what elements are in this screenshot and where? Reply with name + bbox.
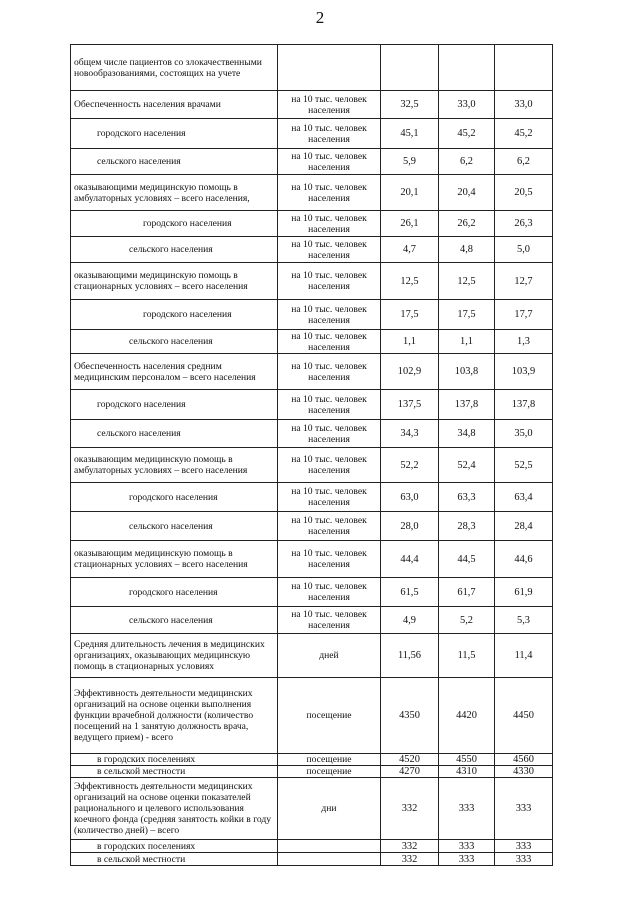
row-unit-cell: на 10 тыс. человек населения: [278, 541, 381, 578]
table-row: [71, 678, 553, 754]
row-value-3-cell: 44,6: [495, 541, 553, 578]
row-name-cell: сельского населения: [71, 237, 278, 263]
row-value-1-cell: 4350: [381, 678, 439, 754]
row-value-1-cell: 63,0: [381, 483, 439, 512]
row-value-3-cell: 4450: [495, 678, 553, 754]
row-name-cell: городского населения: [71, 390, 278, 420]
row-name-cell: Обеспеченность населения средним медицинским персоналом – всего населения: [71, 354, 278, 390]
row-name-cell: городского населения: [71, 578, 278, 607]
row-value-2-cell: 4550: [439, 754, 495, 766]
table-row: [71, 778, 553, 840]
row-value-2-cell: 34,8: [439, 420, 495, 448]
row-unit-cell: на 10 тыс. человек населения: [278, 420, 381, 448]
table-row: [71, 853, 553, 866]
row-value-2-cell: 4,8: [439, 237, 495, 263]
row-value-3-cell: 4560: [495, 754, 553, 766]
row-unit-cell: на 10 тыс. человек населения: [278, 448, 381, 483]
row-unit-cell: посещение: [278, 754, 381, 766]
table-row: [71, 149, 553, 175]
row-unit-cell: дни: [278, 778, 381, 840]
row-name-cell: Эффективность деятельности медицинских организаций на основе оценки выполнения функции врачебной должности (количество посещений на 1 занятую должность врача, ведущего прием) - всего: [71, 678, 278, 754]
row-name-cell: в сельской местности: [71, 853, 278, 866]
row-value-3-cell: 1,3: [495, 330, 553, 354]
row-name-cell: в городских поселениях: [71, 840, 278, 853]
row-value-1-cell: 26,1: [381, 211, 439, 237]
row-value-1-cell: 4,9: [381, 607, 439, 634]
row-value-2-cell: 63,3: [439, 483, 495, 512]
table-body: [71, 45, 553, 866]
row-name-cell: Эффективность деятельности медицинских организаций на основе оценки показателей рационального и целевого использования коечного фонда (средняя занятость койки в году (количество дней) – всего: [71, 778, 278, 840]
row-unit-cell: посещение: [278, 766, 381, 778]
row-value-2-cell: 28,3: [439, 512, 495, 541]
row-value-1-cell: 17,5: [381, 300, 439, 330]
row-value-2-cell: 44,5: [439, 541, 495, 578]
row-value-1-cell: 20,1: [381, 175, 439, 211]
table-row: [71, 211, 553, 237]
row-unit-cell: на 10 тыс. человек населения: [278, 119, 381, 149]
row-unit-cell: на 10 тыс. человек населения: [278, 578, 381, 607]
row-unit-cell: [278, 45, 381, 91]
row-value-3-cell: 103,9: [495, 354, 553, 390]
row-unit-cell: на 10 тыс. человек населения: [278, 149, 381, 175]
table-row: [71, 390, 553, 420]
row-value-2-cell: 45,2: [439, 119, 495, 149]
table-row: [71, 45, 553, 91]
row-value-1-cell: 5,9: [381, 149, 439, 175]
row-value-1-cell: 61,5: [381, 578, 439, 607]
row-name-cell: сельского населения: [71, 330, 278, 354]
table-row: [71, 483, 553, 512]
row-unit-cell: на 10 тыс. человек населения: [278, 91, 381, 119]
row-unit-cell: [278, 853, 381, 866]
row-name-cell: городского населения: [71, 483, 278, 512]
health-indicators-table: [70, 44, 553, 866]
row-value-3-cell: 35,0: [495, 420, 553, 448]
table-row: [71, 300, 553, 330]
row-name-cell: сельского населения: [71, 607, 278, 634]
row-value-3-cell: 61,9: [495, 578, 553, 607]
row-value-3-cell: 5,3: [495, 607, 553, 634]
row-value-3-cell: 333: [495, 853, 553, 866]
row-name-cell: городского населения: [71, 119, 278, 149]
table-row: [71, 754, 553, 766]
row-value-2-cell: 12,5: [439, 263, 495, 300]
row-value-3-cell: 28,4: [495, 512, 553, 541]
row-value-2-cell: 61,7: [439, 578, 495, 607]
row-name-cell: оказывающим медицинскую помощь в стационарных условиях – всего населения: [71, 541, 278, 578]
row-value-3-cell: 5,0: [495, 237, 553, 263]
row-name-cell: сельского населения: [71, 420, 278, 448]
row-unit-cell: на 10 тыс. человек населения: [278, 354, 381, 390]
row-value-1-cell: 4270: [381, 766, 439, 778]
row-value-1-cell: [381, 45, 439, 91]
table-row: [71, 840, 553, 853]
row-value-3-cell: 20,5: [495, 175, 553, 211]
table-row: [71, 263, 553, 300]
row-value-2-cell: 17,5: [439, 300, 495, 330]
row-name-cell: в сельской местности: [71, 766, 278, 778]
row-name-cell: городского населения: [71, 300, 278, 330]
row-value-3-cell: 333: [495, 778, 553, 840]
row-unit-cell: дней: [278, 634, 381, 678]
row-value-2-cell: 333: [439, 778, 495, 840]
row-name-cell: городского населения: [71, 211, 278, 237]
row-value-2-cell: 4310: [439, 766, 495, 778]
row-unit-cell: на 10 тыс. человек населения: [278, 483, 381, 512]
row-name-cell: сельского населения: [71, 149, 278, 175]
row-value-3-cell: 63,4: [495, 483, 553, 512]
table-row: [71, 607, 553, 634]
row-value-3-cell: 6,2: [495, 149, 553, 175]
row-value-2-cell: 6,2: [439, 149, 495, 175]
row-value-3-cell: 26,3: [495, 211, 553, 237]
row-value-1-cell: 45,1: [381, 119, 439, 149]
row-value-2-cell: 52,4: [439, 448, 495, 483]
row-value-2-cell: 1,1: [439, 330, 495, 354]
row-value-2-cell: 103,8: [439, 354, 495, 390]
row-value-3-cell: 12,7: [495, 263, 553, 300]
row-unit-cell: на 10 тыс. человек населения: [278, 607, 381, 634]
table-row: [71, 91, 553, 119]
row-unit-cell: на 10 тыс. человек населения: [278, 512, 381, 541]
row-name-cell: в городских поселениях: [71, 754, 278, 766]
row-value-1-cell: 4520: [381, 754, 439, 766]
row-value-1-cell: 34,3: [381, 420, 439, 448]
row-value-1-cell: 12,5: [381, 263, 439, 300]
row-value-1-cell: 44,4: [381, 541, 439, 578]
row-unit-cell: на 10 тыс. человек населения: [278, 237, 381, 263]
row-unit-cell: на 10 тыс. человек населения: [278, 300, 381, 330]
row-value-1-cell: 1,1: [381, 330, 439, 354]
table-row: [71, 578, 553, 607]
row-unit-cell: на 10 тыс. человек населения: [278, 175, 381, 211]
row-value-3-cell: 4330: [495, 766, 553, 778]
table-row: [71, 354, 553, 390]
row-value-3-cell: 333: [495, 840, 553, 853]
row-name-cell: сельского населения: [71, 512, 278, 541]
row-name-cell: оказывающим медицинскую помощь в амбулаторных условиях – всего населения: [71, 448, 278, 483]
row-value-1-cell: 332: [381, 853, 439, 866]
table-row: [71, 237, 553, 263]
row-value-3-cell: 33,0: [495, 91, 553, 119]
row-name-cell: оказывающими медицинскую помощь в стационарных условиях – всего населения: [71, 263, 278, 300]
row-value-1-cell: 11,56: [381, 634, 439, 678]
row-value-2-cell: 333: [439, 840, 495, 853]
row-value-1-cell: 332: [381, 840, 439, 853]
page-number: 2: [315, 8, 325, 27]
row-value-2-cell: 137,8: [439, 390, 495, 420]
table-row: [71, 634, 553, 678]
row-value-2-cell: [439, 45, 495, 91]
row-value-2-cell: 20,4: [439, 175, 495, 211]
row-unit-cell: на 10 тыс. человек населения: [278, 390, 381, 420]
row-value-1-cell: 52,2: [381, 448, 439, 483]
row-value-3-cell: [495, 45, 553, 91]
table-row: [71, 512, 553, 541]
row-value-1-cell: 102,9: [381, 354, 439, 390]
row-value-2-cell: 4420: [439, 678, 495, 754]
row-unit-cell: на 10 тыс. человек населения: [278, 263, 381, 300]
row-unit-cell: на 10 тыс. человек населения: [278, 211, 381, 237]
row-name-cell: Средняя длительность лечения в медицинских организациях, оказывающих медицинскую помощь в стационарных условиях: [71, 634, 278, 678]
row-value-3-cell: 17,7: [495, 300, 553, 330]
row-unit-cell: на 10 тыс. человек населения: [278, 330, 381, 354]
table-row: [71, 766, 553, 778]
row-value-3-cell: 11,4: [495, 634, 553, 678]
table-row: [71, 448, 553, 483]
row-value-1-cell: 4,7: [381, 237, 439, 263]
table-row: [71, 420, 553, 448]
row-unit-cell: посещение: [278, 678, 381, 754]
row-name-cell: оказывающими медицинскую помощь в амбулаторных условиях – всего населения,: [71, 175, 278, 211]
row-value-2-cell: 333: [439, 853, 495, 866]
row-value-1-cell: 28,0: [381, 512, 439, 541]
row-value-2-cell: 26,2: [439, 211, 495, 237]
row-value-3-cell: 137,8: [495, 390, 553, 420]
row-value-1-cell: 137,5: [381, 390, 439, 420]
table-row: [71, 541, 553, 578]
row-value-2-cell: 33,0: [439, 91, 495, 119]
table-row: [71, 119, 553, 149]
row-value-3-cell: 45,2: [495, 119, 553, 149]
row-value-1-cell: 332: [381, 778, 439, 840]
table-row: [71, 330, 553, 354]
row-value-2-cell: 11,5: [439, 634, 495, 678]
table-row: [71, 175, 553, 211]
row-value-3-cell: 52,5: [495, 448, 553, 483]
row-unit-cell: [278, 840, 381, 853]
row-value-2-cell: 5,2: [439, 607, 495, 634]
row-value-1-cell: 32,5: [381, 91, 439, 119]
row-name-cell: Обеспеченность населения врачами: [71, 91, 278, 119]
row-name-cell: общем числе пациентов со злокачественными новообразованиями, состоящих на учете: [71, 45, 278, 91]
